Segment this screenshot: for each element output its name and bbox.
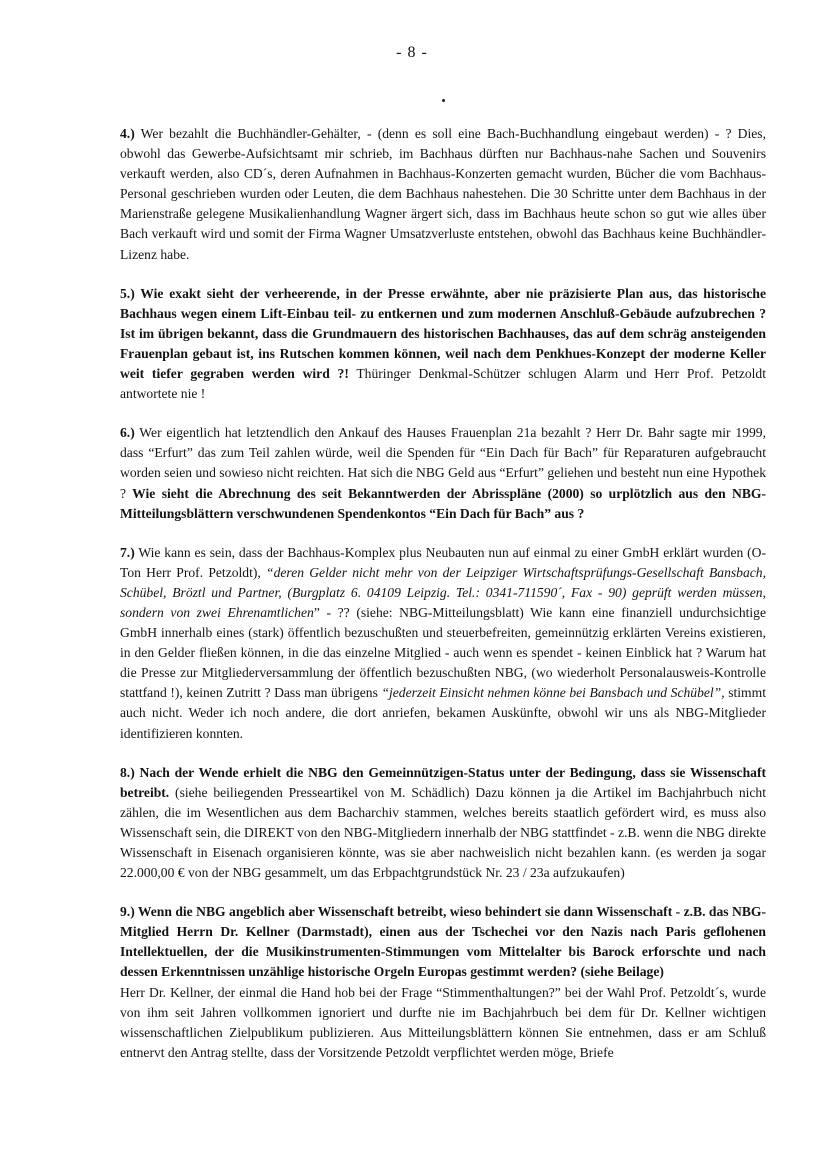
paragraph-text: ” - ?? (siehe: NBG-Mitteilungsblatt) Wie kann eine finanziell undurchsichtige GmbH innerhalb eines (stark) öffentlich bezuschußten und steuerbefreiten, gemeinnützig erklärten Vereins existieren, in den Gelder fließen können, in die das einzelne Mitglied - auch wenn es spendet - keinen Einblick hat ? Warum hat die Presse zur Mitgliederversammlung der öffentlich bezuschußten NBG, (wo wiederholt Personalausweis-Kontrolle stattfand !), keinen Zutritt ? Dass man übrigens: [120, 604, 766, 701]
paragraph-text: , stimmt auch nicht. Weder ich noch andere, die dort anriefen, bekamen Auskünfte, obwohl wir uns als NBG-Mitglieder identifizieren konnten.: [120, 685, 766, 741]
paragraph-4: [120, 124, 766, 265]
paragraph-number: 6.): [120, 425, 135, 441]
paragraph-number: 9.): [120, 904, 135, 920]
paragraph-text: (siehe beiliegenden Presseartikel von M. Schädlich) Dazu können ja die Artikel im Bachjahrbuch nicht zählen, die im Wesentlichen aus dem Bacharchiv stammen, welches bereits staatlich gefördert wird, es muss also Wissenschaft sein, die DIREKT von den NBG-Mitgliedern innerhalb der NBG stattfindet - z.B. wenn die NBG direkte Wissenschaft in Eisenach organisieren könnte, was sie aber nachweislich nicht bezahlen kann. (es werden ja sogar 22.000,00 € von der NBG gesammelt, um das Erbpachtgrundstück Nr. 23 / 23a aufzukaufen): [120, 784, 766, 881]
paragraph-6: [120, 423, 766, 523]
paragraph-italic-quote: “deren Gelder nicht mehr von der Leipziger Wirtschaftsprüfungs-Gesellschaft Bansbach, Schübel, Bröztl und Partner, (Burgplatz 6. 04109 Leipzig. Tel.: 0341-711590´, Fax - 90) geprüft werden müssen, sondern von zwei Ehrenamtlichen: [120, 564, 766, 620]
paragraph-number: 4.): [120, 126, 135, 141]
paragraph-9: [120, 902, 766, 1063]
paragraph-5: [120, 284, 766, 405]
paragraph-text: Herr Dr. Kellner, der einmal die Hand hob bei der Frage “Stimmenthaltungen?” bei der Wahl Prof. Petzoldt´s, wurde von ihm seit Jahren vollkommen ignoriert und durfte nie im Bachjahrbuch bei dem für Dr. Kellner wichtigen wissenschaftlichen Zielpublikum publizieren. Aus Mitteilungsblättern können Sie entnehmen, dass er am Schluß entnervt den Antrag stellte, dass der Vorsitzende Petzoldt verpflichtet werden möge, Briefe: [120, 984, 766, 1060]
paragraph-bold-text: Nach der Wende erhielt die NBG den Gemeinnützigen-Status unter der Bedingung, dass sie Wissenschaft betreibt.: [120, 764, 766, 800]
paragraph-number: 8.): [120, 764, 135, 780]
paragraph-8: [120, 763, 766, 884]
paragraph-text: Wer eigentlich hat letztendlich den Ankauf des Hauses Frauenplan 21a bezahlt ? Herr Dr. Bahr sagte mir 1999, dass “Erfurt” das zum Teil zahlen würde, weil die Spenden für “Ein Dach für Bach” für Reparaturen aufgebraucht worden seien und sowieso nicht reichten. Hat sich die NBG Geld aus “Erfurt” geliehen und besteht nun eine Hypothek ?: [120, 425, 766, 501]
document-body: [120, 124, 766, 1063]
paragraph-bold-text: Wie exakt sieht der verheerende, in der Presse erwähnte, aber nie präzisierte Plan aus, das historische Bachhaus wegen einem Lift-Einbau teil- zu entkernen und zum modernen Anschluß-Gebäude aufzubrechen ? Ist im übrigen bekannt, dass die Grundmauern des historischen Bachhauses, das auf dem schräg ansteigenden Frauenplan gebaut ist, ins Rutschen kommen können, weil nach dem Penkhues-Konzept der moderne Keller weit tiefer gegraben werden wird ?!: [120, 285, 766, 382]
paragraph-text: Wer bezahlt die Buchhändler-Gehälter, - (denn es soll eine Bach-Buchhandlung eingebaut werden) - ? Dies, obwohl das Gewerbe-Aufsichtsamt mir schrieb, im Bachhaus dürften nur Bachhaus-nahe Sachen und Souvenirs verkauft werden, also CD´s, deren Aufnahmen in Bachhaus-Konzerten gemacht wurden, Bücher die vom Bachhaus-Personal geschrieben wurden oder Leuten, die dem Bachhaus nahestehen. Die 30 Schritte unter dem Bachhaus in der Marienstraße gelegene Musikalienhandlung Wagner ärgert sich, dass im Bachhaus heute schon so gut wie alles über Bach verkauft wird und somit der Firma Wagner Umsatzverluste entstehen, obwohl das Bachhaus keine Buchhändler-Lizenz habe.: [120, 126, 766, 262]
page-number: - 8 -: [396, 44, 428, 61]
paragraph-bold-text: Wenn die NBG angeblich aber Wissenschaft betreibt, wieso behindert sie dann Wissenschaft - z.B. das NBG-Mitglied Herrn Dr. Kellner (Darmstadt), einen aus der Tschechei vor den Nazis nach Paris geflohenen Intellektuellen, der die Musikinstrumenten-Stimmungen vom Mittelalter bis Barock erforschte und nach dessen Erkenntnissen unzählige historische Orgeln Europas gestimmt werden? (siehe Beilage): [120, 904, 766, 980]
paragraph-7: [120, 543, 766, 744]
paragraph-bold-text: Wie sieht die Abrechnung des seit Bekanntwerden der Abrisspläne (2000) so urplötzlich aus den NBG-Mitteilungsblättern verschwundenen Spendenkontos “Ein Dach für Bach” aus ?: [120, 485, 766, 521]
paragraph-number: 5.): [120, 285, 135, 301]
paragraph-text: Wie kann es sein, dass der Bachhaus-Komplex plus Neubauten nun auf einmal zu einer GmbH erklärt wurden (O-Ton Herr Prof. Petzoldt),: [120, 544, 766, 580]
scan-speck: [442, 99, 445, 102]
paragraph-number: 7.): [120, 544, 135, 560]
paragraph-italic-quote: “jederzeit Einsicht nehmen könne bei Bansbach und Schübel”: [381, 685, 722, 701]
paragraph-text: Thüringer Denkmal-Schützer schlugen Alarm und Herr Prof. Petzoldt antwortete nie !: [120, 366, 766, 402]
